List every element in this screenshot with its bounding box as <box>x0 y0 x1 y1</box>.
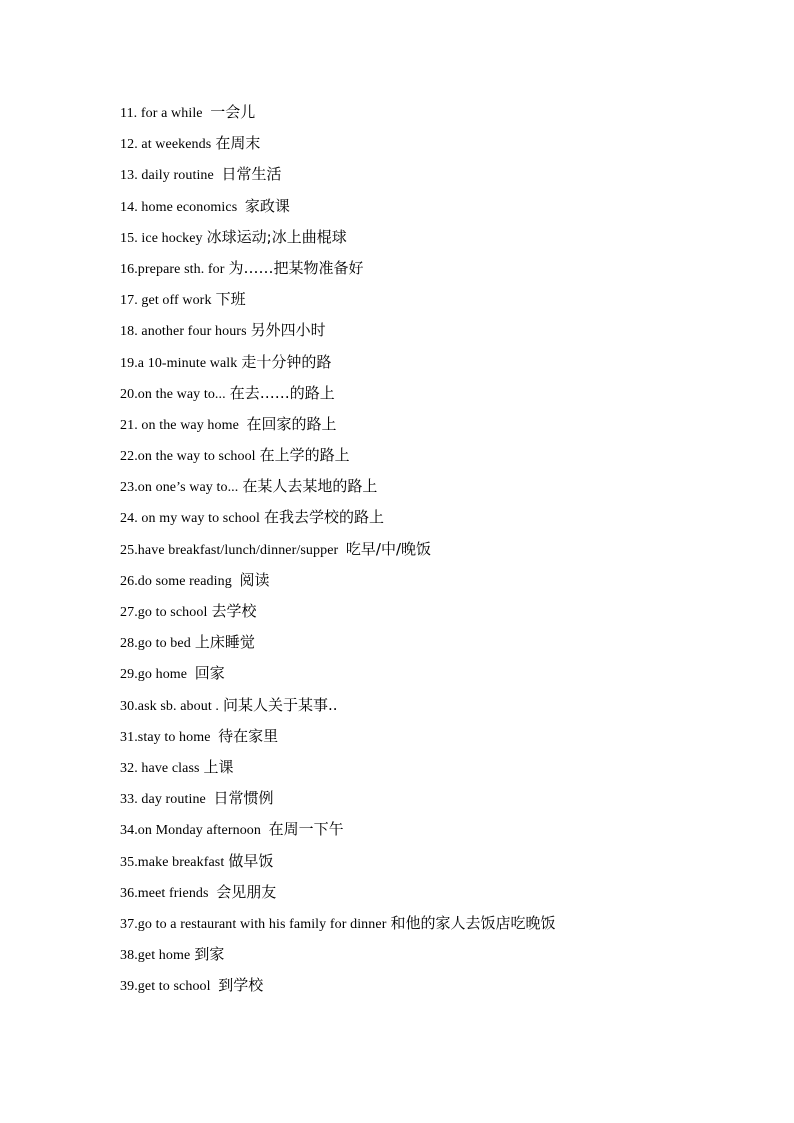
phrase-english: 26.do some reading <box>120 573 236 589</box>
phrase-english: 38.get home <box>120 948 191 964</box>
phrase-chinese: 日常惯例 <box>213 789 274 808</box>
phrase-english: 32. have class <box>120 760 200 776</box>
phrase-chinese: 冰球运动;冰上曲棍球 <box>206 227 347 246</box>
phrase-chinese: 问某人关于某事.. <box>223 695 338 714</box>
phrase-item <box>120 222 760 253</box>
phrase-chinese: 阅读 <box>239 570 270 589</box>
phrase-english: 13. daily routine <box>120 168 218 184</box>
phrase-chinese: 在回家的路上 <box>246 414 337 433</box>
phrase-item <box>120 814 760 845</box>
phrase-item <box>120 347 760 378</box>
phrase-english: 12. at weekends <box>120 137 212 153</box>
phrase-chinese: 在上学的路上 <box>259 446 350 465</box>
phrase-chinese: 另外四小时 <box>250 321 326 340</box>
phrase-english: 21. on the way home <box>120 417 243 433</box>
phrase-item <box>120 471 760 502</box>
phrase-item <box>120 284 760 315</box>
phrase-english: 28.go to bed <box>120 636 191 652</box>
phrase-chinese: 在某人去某地的路上 <box>242 477 378 496</box>
phrase-item <box>120 565 760 596</box>
phrase-item <box>120 721 760 752</box>
phrase-item <box>120 315 760 346</box>
phrase-english: 19.a 10-minute walk <box>120 355 238 371</box>
phrase-chinese: 上课 <box>203 757 234 776</box>
phrase-chinese: 为……把某物准备好 <box>228 258 364 277</box>
phrase-item <box>120 627 760 658</box>
phrase-english: 24. on my way to school <box>120 511 260 527</box>
phrase-item <box>120 534 760 565</box>
phrase-chinese: 家政课 <box>244 196 290 215</box>
phrase-chinese: 回家 <box>194 664 225 683</box>
phrase-chinese: 在我去学校的路上 <box>263 508 384 527</box>
phrase-english: 16.prepare sth. for <box>120 261 225 277</box>
phrase-item <box>120 658 760 689</box>
phrase-item <box>120 440 760 471</box>
phrase-english: 11. for a while <box>120 106 207 121</box>
phrase-item <box>120 253 760 284</box>
phrase-english: 31.stay to home <box>120 729 215 745</box>
phrase-english: 34.on Monday afternoon <box>120 823 265 839</box>
phrase-chinese: 在周末 <box>215 134 261 153</box>
phrase-english: 25.have breakfast/lunch/dinner/supper <box>120 542 342 558</box>
phrase-english: 37.go to a restaurant with his family for dinner <box>120 916 387 932</box>
phrase-english: 23.on one’s way to... <box>120 480 239 496</box>
phrase-chinese: 到家 <box>194 945 225 964</box>
phrase-item <box>120 939 760 970</box>
phrase-chinese: 到学校 <box>218 976 264 995</box>
phrase-chinese: 待在家里 <box>218 726 279 745</box>
phrase-chinese: 去学校 <box>211 602 257 620</box>
phrase-chinese: 上床睡觉 <box>194 633 255 652</box>
phrase-list <box>120 97 760 1001</box>
phrase-chinese: 日常生活 <box>221 165 282 184</box>
phrase-chinese: 吃早/中/晚饭 <box>345 539 432 558</box>
phrase-chinese: 会见朋友 <box>216 882 277 901</box>
phrase-item <box>120 877 760 908</box>
phrase-english: 29.go home <box>120 667 191 683</box>
phrase-item <box>120 409 760 440</box>
phrase-chinese: 走十分钟的路 <box>241 352 332 371</box>
phrase-english: 18. another four hours <box>120 324 247 340</box>
phrase-english: 20.on the way to... <box>120 386 226 402</box>
phrase-item <box>120 752 760 783</box>
phrase-english: 27.go to school <box>120 605 208 620</box>
phrase-chinese: 和他的家人去饭店吃晚饭 <box>390 913 556 932</box>
phrase-chinese: 下班 <box>215 290 246 309</box>
phrase-item <box>120 378 760 409</box>
phrase-english: 35.make breakfast <box>120 854 225 870</box>
phrase-english: 17. get off work <box>120 293 212 309</box>
phrase-item <box>120 596 760 627</box>
phrase-item <box>120 191 760 222</box>
phrase-english: 14. home economics <box>120 199 241 215</box>
phrase-english: 15. ice hockey <box>120 230 203 246</box>
phrase-item <box>120 690 760 721</box>
phrase-item <box>120 97 760 128</box>
phrase-english: 39.get to school <box>120 979 215 995</box>
phrase-english: 22.on the way to school <box>120 449 256 465</box>
phrase-item <box>120 159 760 190</box>
phrase-english: 36.meet friends <box>120 885 213 901</box>
phrase-chinese: 一会儿 <box>210 103 256 121</box>
phrase-chinese: 做早饭 <box>228 851 274 870</box>
phrase-english: 33. day routine <box>120 792 210 808</box>
phrase-item <box>120 783 760 814</box>
phrase-chinese: 在周一下午 <box>268 820 344 839</box>
phrase-english: 30.ask sb. about . <box>120 698 220 714</box>
phrase-item <box>120 970 760 1001</box>
phrase-item <box>120 908 760 939</box>
phrase-item <box>120 128 760 159</box>
phrase-item <box>120 846 760 877</box>
phrase-item <box>120 502 760 533</box>
phrase-chinese: 在去……的路上 <box>229 383 335 402</box>
